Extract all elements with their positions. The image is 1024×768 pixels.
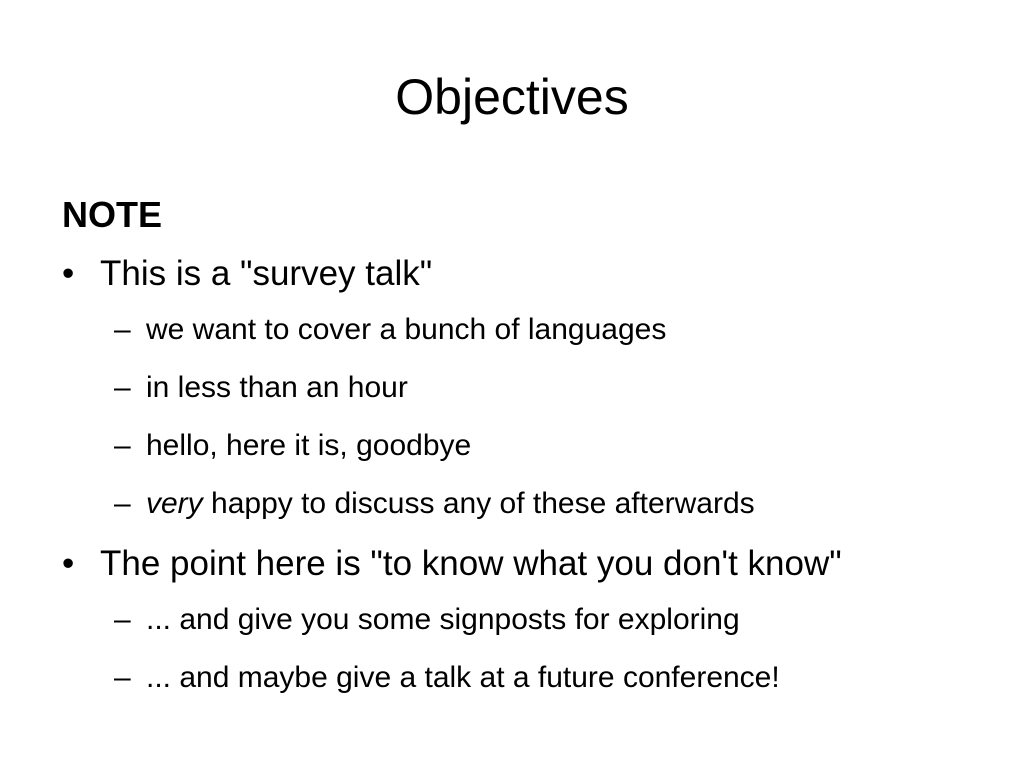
slide-content (62, 188, 962, 700)
bullet-text: The point here is "to know what you don't know" (100, 544, 842, 583)
sub-bullet-text: we want to cover a bunch of languages (146, 313, 667, 346)
dash-icon: – (114, 661, 131, 694)
dash-icon: – (114, 371, 131, 404)
sub-bullet-text: ... and give you some signposts for exploring (146, 603, 740, 636)
bullet-survey-talk (62, 248, 962, 300)
bullet-text: This is a "survey talk" (100, 254, 433, 293)
dash-icon: – (114, 603, 131, 636)
bullet-dot-icon: • (62, 254, 75, 293)
note-label: NOTE (62, 194, 163, 235)
sub-bullet-text: happy to discuss any of these afterwards (202, 487, 755, 520)
sub-bullet-languages (62, 308, 962, 352)
sub-bullet-goodbye (62, 424, 962, 468)
sub-bullet-text: ... and maybe give a talk at a future conference! (146, 661, 780, 694)
slide-title: Objectives (395, 69, 629, 125)
sub-bullet-signposts (62, 598, 962, 642)
sub-bullet-hour (62, 366, 962, 410)
sub-bullet-discuss (62, 482, 962, 526)
emphasis-word: very (146, 487, 203, 520)
bullet-know-what (62, 538, 962, 590)
sub-bullet-conference (62, 656, 962, 700)
sub-bullet-text: hello, here it is, goodbye (146, 429, 472, 462)
dash-icon: – (114, 487, 131, 520)
dash-icon: – (114, 313, 131, 346)
dash-icon: – (114, 429, 131, 462)
bullet-dot-icon: • (62, 544, 75, 583)
sub-bullet-text: in less than an hour (146, 371, 408, 404)
